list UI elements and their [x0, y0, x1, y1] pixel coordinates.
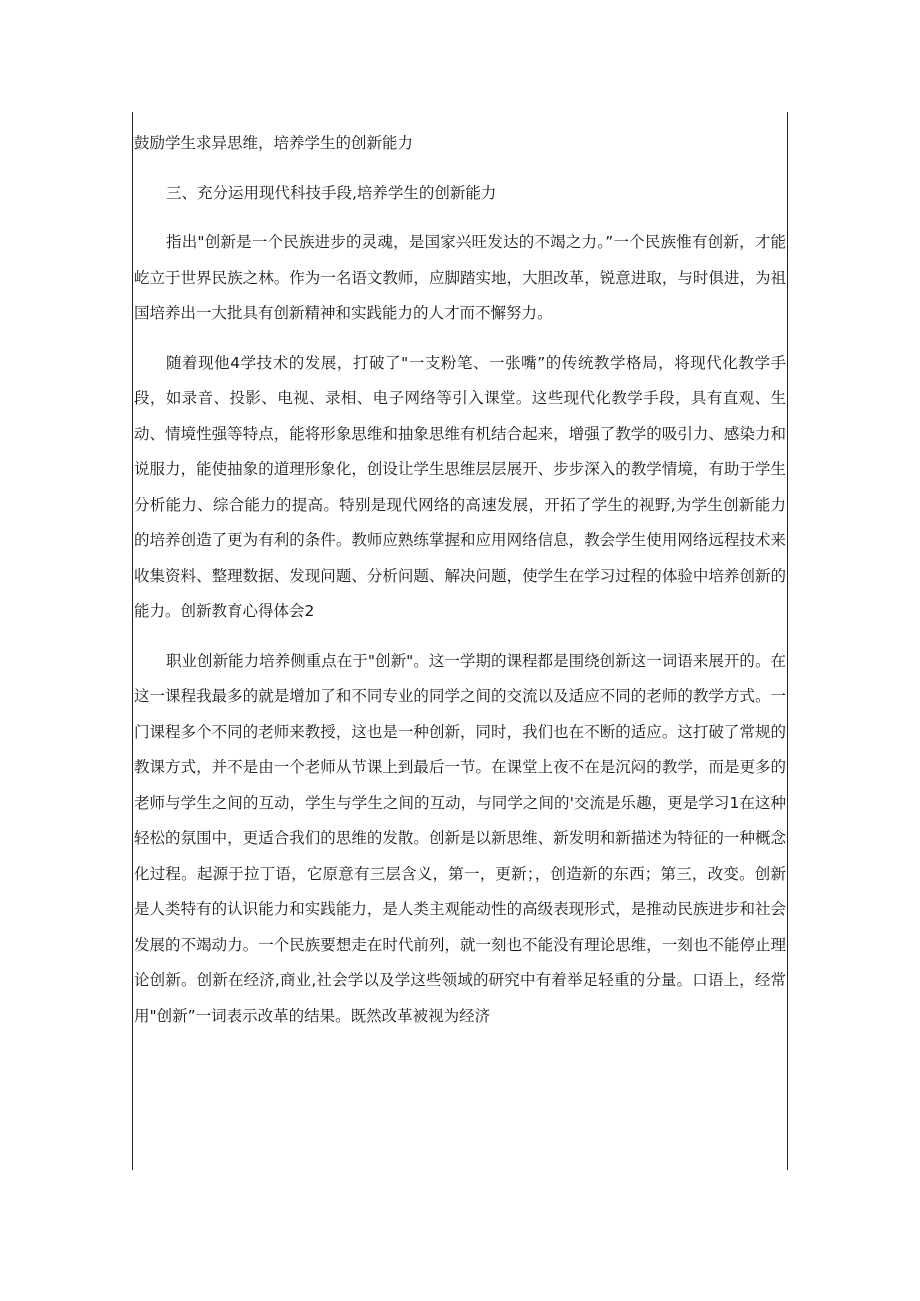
paragraph-career-innovation-course: 职业创新能力培养侧重点在于"创新"。这一学期的课程都是围绕创新这一词语来展开的。在这一课程我最多的就是增加了和不同专业的同学之间的交流以及适应不同的老师的教学方式。一门课程多个不同的老师来教授，这也是一种创新，同时，我们也在不断的适应。这打破了常规的教课方式，并不是由一个老师从节课上到最后一节。在课堂上夜不在是沉闷的教学，而是更多的老师与学生之间的互动，学生与学生之间的互动，与同学之间的'交流是乐趣，更是学习1在这种轻松的氛围中，更适合我们的思维的发散。创新是以新思维、新发明和新描述为特征的一种概念化过程。起源于拉丁语，它原意有三层含义，第一，更新；，创造新的东西；第三，改变。创新是人类特有的认识能力和实践能力，是人类主观能动性的高级表现形式，是推动民族进步和社会发展的不竭动力。一个民族要想走在时代前列，就一刻也不能没有理论思维，一刻也不能停止理论创新。创新在经济,商业,社会学以及学这些领域的研究中有着举足轻重的分量。口语上，经常用"创新”一词表示改革的结果。既然改革被视为经济	[134, 651, 786, 1025]
right-border-rule	[787, 112, 788, 1170]
document-body	[134, 126, 786, 1034]
paragraph-innovation-soul: 指出"创新是一个民族进步的灵魂，是国家兴旺发达的不竭之力。”一个民族惟有创新，才能屹立于世界民族之林。作为一名语文教师，应脚踏实地，大胆改革，锐意进取，与时俱进，为祖国培养出一大批具有创新精神和实践能力的人才而不懈努力。	[134, 233, 786, 322]
paragraph-modern-teaching-methods: 随着现他4学技术的发展，打破了"一支粉笔、一张嘴”的传统教学格局，将现代化教学手段，如录音、投影、电视、录相、电子网络等引入课堂。这些现代化教学手段，具有直观、生动、情境性强等特点，能将形象思维和抽象思维有机结合起来，增强了教学的吸引力、感染力和说服力，能使抽象的道理形象化，创设让学生思维层层展开、步步深入的教学情境，有助于学生分析能力、综合能力的提高。特别是现代网络的高速发展，开拓了学生的视野,为学生创新能力的培养创造了更为有利的条件。教师应熟练掌握和应用网络信息，教会学生使用网络远程技术来收集资料、整理数据、发现问题、分析问题、解决问题，使学生在学习过程的体验中培养创新的能力。创新教育心得体会2	[134, 353, 786, 620]
paragraph-encourage-divergent-thinking: 鼓励学生求异思维，培养学生的创新能力	[134, 134, 414, 152]
left-border-rule	[132, 112, 133, 1170]
section-heading-modern-tech: 三、充分运用现代科技手段,培养学生的创新能力	[166, 183, 497, 202]
page-frame	[132, 112, 788, 1170]
